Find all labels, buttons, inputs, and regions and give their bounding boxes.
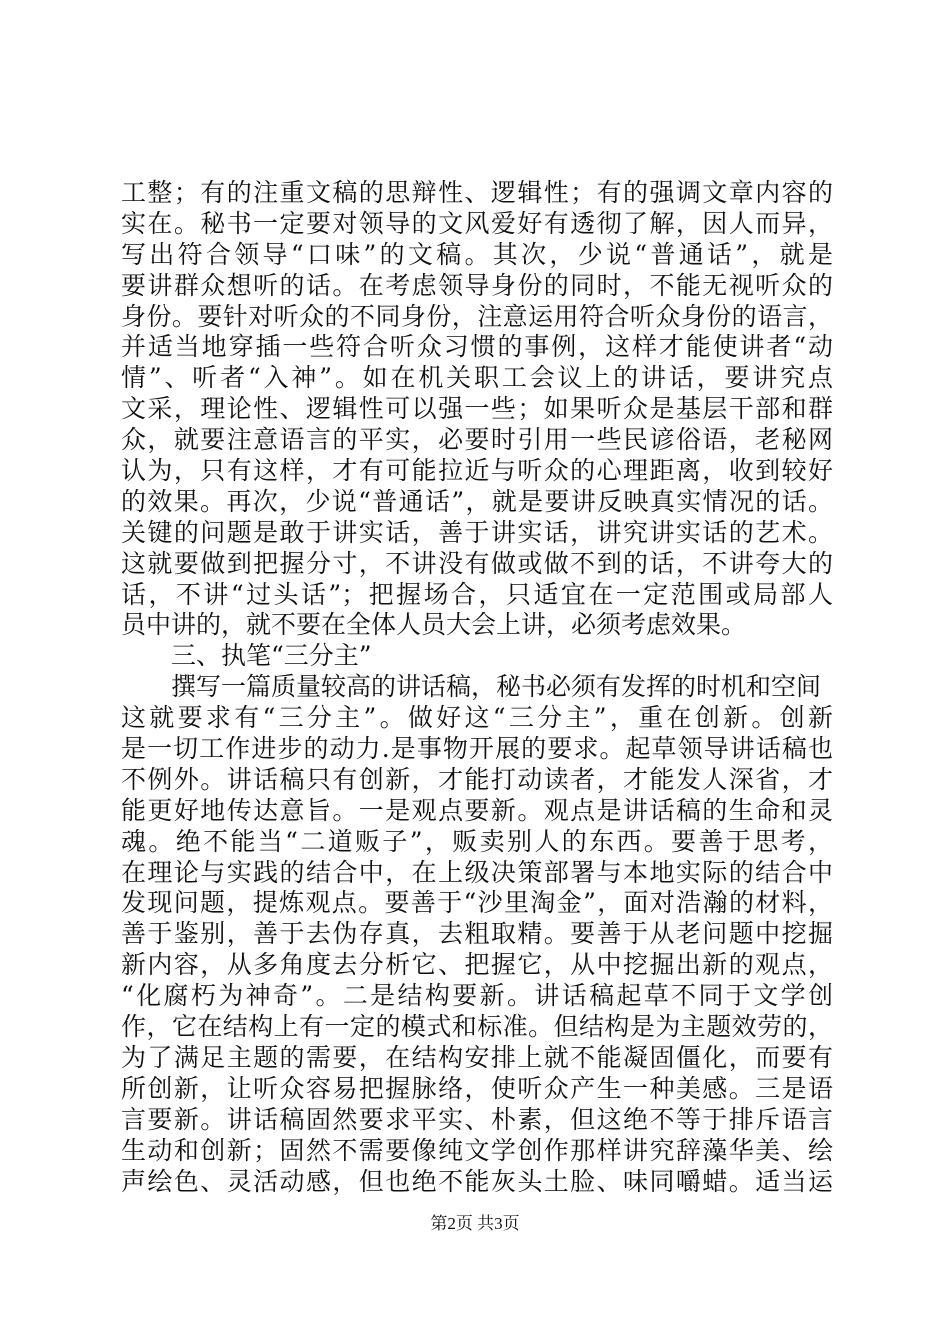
text-line: 是一切工作进步的动力.是事物开展的要求。起草领导讲话稿也 (121, 734, 833, 764)
text-line: 众，就要注意语言的平实，必要时引用一些民谚俗语，老秘网 (121, 425, 833, 455)
text-line: 这就要做到把握分寸，不讲没有做或做不到的话，不讲夸大的 (121, 548, 833, 578)
text-line: 实在。秘书一定要对领导的文风爱好有透彻了解，因人而异， (121, 208, 833, 238)
text-line: 发现问题，提炼观点。要善于“沙里淘金”，面对浩瀚的材料， (121, 888, 833, 918)
text-line: 并适当地穿插一些符合听众习惯的事例，这样才能使讲者“动 (121, 332, 833, 362)
text-line: 工整；有的注重文稿的思辩性、逻辑性；有的强调文章内容的 (121, 178, 833, 207)
page-footer (0, 1214, 950, 1234)
text-line: 撰写一篇质量较高的讲话稿，秘书必须有发挥的时机和空间 (171, 672, 822, 702)
text-line: 所创新，让听众容易把握脉络，使听众产生一种美感。三是语 (121, 1073, 833, 1103)
text-line: 能更好地传达意旨。一是观点要新。观点是讲话稿的生命和灵 (121, 795, 833, 825)
text-line: 写出符合领导“口味”的文稿。其次，少说“普通话”，就是 (121, 239, 833, 269)
text-line: 为了满足主题的需要，在结构安排上就不能凝固僵化，而要有 (121, 1042, 833, 1072)
text-line: 身份。要针对听众的不同身份，注意运用符合听众身份的语言， (121, 301, 833, 331)
text-line: 作，它在结构上有一定的模式和标准。但结构是为主题效劳的， (121, 1012, 833, 1042)
text-line: 言要新。讲话稿固然要求平实、朴素，但这绝不等于排斥语言 (121, 1104, 833, 1134)
text-line: 善于鉴别，善于去伪存真，去粗取精。要善于从老问题中挖掘 (121, 919, 833, 949)
section-heading: 三、执笔“三分主” (171, 641, 372, 671)
text-line: 不例外。讲话稿只有创新，才能打动读者，才能发人深省，才 (121, 764, 833, 794)
text-line: 魂。绝不能当“二道贩子”，贩卖别人的东西。要善于思考， (121, 826, 833, 856)
body-text (121, 178, 833, 1197)
text-line: 员中讲的，就不要在全体人员大会上讲，必须考虑效果。 (121, 610, 747, 640)
text-line: “化腐朽为神奇”。二是结构要新。讲话稿起草不同于文学创 (121, 981, 833, 1011)
text-line: 关键的问题是敢于讲实话，善于讲实话，讲究讲实话的艺术。 (121, 517, 833, 547)
text-line: 情”、听者“入神”。如在机关职工会议上的讲话，要讲究点 (121, 363, 833, 393)
text-line: 这就要求有“三分主”。做好这“三分主”，重在创新。创新 (121, 703, 833, 733)
text-line: 声绘色、灵活动感，但也绝不能灰头土脸、味同嚼蜡。适当运 (121, 1166, 833, 1196)
text-line: 文采，理论性、逻辑性可以强一些；如果听众是基层干部和群 (121, 394, 833, 424)
text-line: 认为，只有这样，才有可能拉近与听众的心理距离，收到较好 (121, 456, 833, 486)
page-number: 第2页 共3页 (430, 1214, 520, 1233)
text-line: 话，不讲“过头话”；把握场合，只适宜在一定范围或局部人 (121, 579, 833, 609)
text-line: 要讲群众想听的话。在考虑领导身份的同时，不能无视听众的 (121, 270, 833, 300)
text-line: 生动和创新；固然不需要像纯文学创作那样讲究辞藻华美、绘 (121, 1135, 833, 1165)
text-line: 的效果。再次，少说“普通话”，就是要讲反映真实情况的话。 (121, 486, 833, 516)
text-line: 在理论与实践的结合中，在上级决策部署与本地实际的结合中 (121, 857, 833, 887)
text-line: 新内容，从多角度去分析它、把握它，从中挖掘出新的观点， (121, 950, 833, 980)
